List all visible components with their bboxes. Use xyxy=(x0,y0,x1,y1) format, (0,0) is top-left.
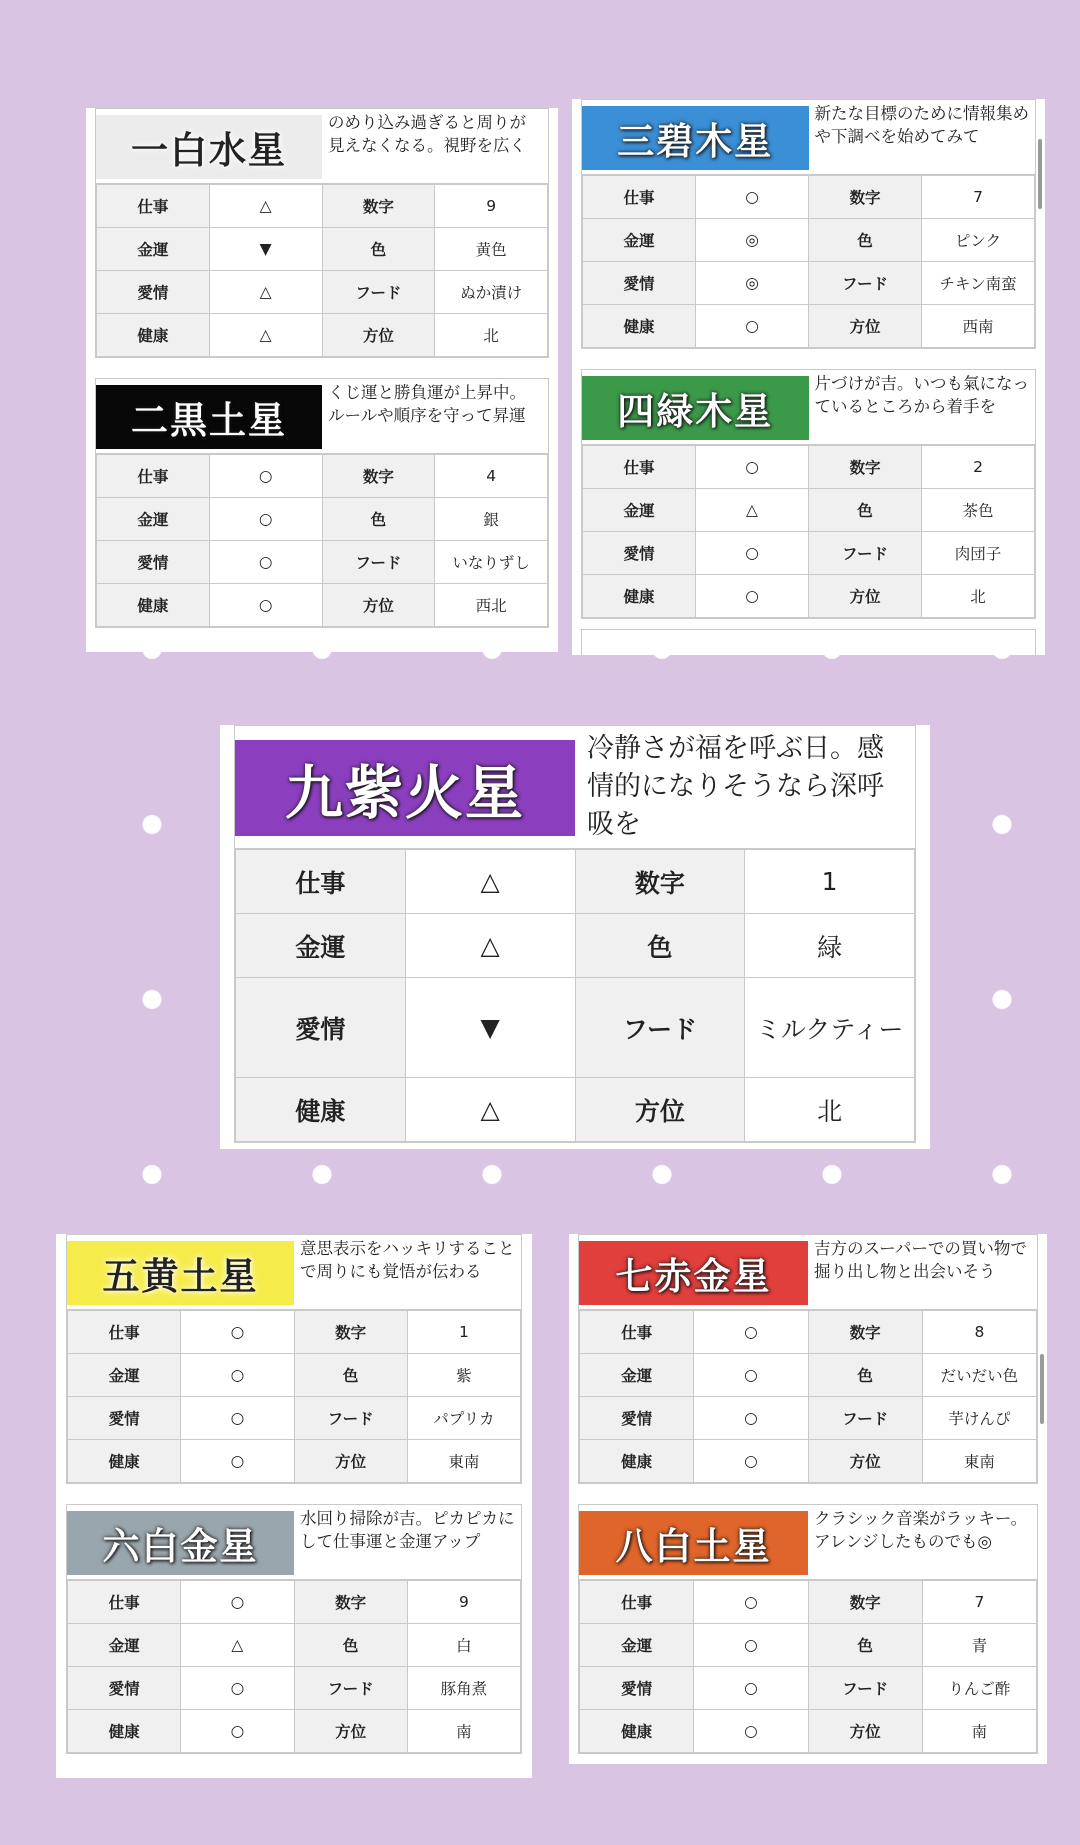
fortune-value: 西南 xyxy=(922,305,1035,348)
fortune-label: 方位 xyxy=(809,305,922,348)
fortune-label: 金運 xyxy=(236,914,406,978)
fortune-value: ○ xyxy=(694,1397,808,1440)
fortune-label: 健康 xyxy=(68,1710,181,1753)
star-description: 冷静さが福を呼ぶ日。感情的になりそうなら深呼吸を xyxy=(587,733,884,840)
fortune-label: 数字 xyxy=(322,185,435,228)
fortune-table xyxy=(235,849,915,1142)
fortune-table xyxy=(67,1310,521,1483)
fortune-value: ○ xyxy=(694,1667,808,1710)
fortune-label: 方位 xyxy=(322,314,435,357)
fortune-value: ○ xyxy=(209,584,322,627)
fortune-label: 仕事 xyxy=(68,1581,181,1624)
fortune-table xyxy=(96,454,548,627)
fortune-value: △ xyxy=(181,1624,294,1667)
fortune-value: ○ xyxy=(181,1397,294,1440)
fortune-label: 健康 xyxy=(97,314,210,357)
star-title: 九紫火星 xyxy=(235,740,575,836)
fortune-value: △ xyxy=(405,850,575,914)
fortune-label: フード xyxy=(808,1397,922,1440)
fortune-label: 数字 xyxy=(808,1581,922,1624)
fortune-value: 茶色 xyxy=(922,489,1035,532)
star-description: 片づけが吉。いつも氣になっているところから着手を xyxy=(814,374,1029,417)
fortune-label: 金運 xyxy=(68,1354,181,1397)
fortune-label: 色 xyxy=(809,219,922,262)
fortune-label: 方位 xyxy=(294,1710,407,1753)
fortune-table xyxy=(96,184,548,357)
star-1-panel xyxy=(95,108,549,358)
fortune-value: ○ xyxy=(181,1667,294,1710)
fortune-label: 愛情 xyxy=(68,1397,181,1440)
fortune-value: 北 xyxy=(435,314,548,357)
scrollbar[interactable] xyxy=(1038,139,1042,209)
fortune-label: 色 xyxy=(808,1354,922,1397)
fortune-value: △ xyxy=(696,489,809,532)
fortune-value: 青 xyxy=(922,1624,1036,1667)
star-8-panel xyxy=(578,1504,1038,1754)
fortune-table xyxy=(579,1580,1037,1753)
fortune-label: 色 xyxy=(294,1624,407,1667)
fortune-value: 東南 xyxy=(922,1440,1036,1483)
fortune-label: 金運 xyxy=(583,489,696,532)
fortune-value: りんご酢 xyxy=(922,1667,1036,1710)
fortune-label: フード xyxy=(575,978,745,1078)
card-bottom-right xyxy=(569,1234,1047,1764)
fortune-label: 健康 xyxy=(97,584,210,627)
fortune-value: ピンク xyxy=(922,219,1035,262)
fortune-label: 仕事 xyxy=(236,850,406,914)
fortune-value: 緑 xyxy=(745,914,915,978)
fortune-label: 色 xyxy=(808,1624,922,1667)
fortune-value: ○ xyxy=(696,305,809,348)
fortune-value: 8 xyxy=(922,1311,1036,1354)
fortune-value: いなりずし xyxy=(435,541,548,584)
star-5-panel xyxy=(66,1234,522,1484)
star-3-panel xyxy=(581,99,1036,349)
star-title: 八白土星 xyxy=(579,1511,808,1575)
fortune-value: ○ xyxy=(181,1354,294,1397)
fortune-value: 9 xyxy=(407,1581,520,1624)
fortune-table xyxy=(582,445,1035,618)
fortune-label: 愛情 xyxy=(580,1397,694,1440)
fortune-label: 仕事 xyxy=(580,1311,694,1354)
fortune-value: ○ xyxy=(694,1624,808,1667)
star-title: 六白金星 xyxy=(67,1511,294,1575)
fortune-label: 金運 xyxy=(580,1624,694,1667)
fortune-value: ぬか漬け xyxy=(435,271,548,314)
fortune-value: ○ xyxy=(181,1311,294,1354)
card-bottom-left xyxy=(56,1234,532,1778)
fortune-value: ○ xyxy=(696,575,809,618)
fortune-value: 7 xyxy=(922,176,1035,219)
card-top-left xyxy=(86,108,558,652)
fortune-value: 東南 xyxy=(407,1440,520,1483)
fortune-label: 仕事 xyxy=(97,185,210,228)
fortune-label: 数字 xyxy=(575,850,745,914)
fortune-value: △ xyxy=(209,314,322,357)
fortune-value: ○ xyxy=(181,1710,294,1753)
fortune-value: 銀 xyxy=(435,498,548,541)
card-top-right xyxy=(572,99,1045,655)
fortune-value: ○ xyxy=(696,532,809,575)
fortune-value: チキン南蛮 xyxy=(922,262,1035,305)
star-description: 意思表示をハッキリすることで周りにも覚悟が伝わる xyxy=(300,1239,515,1282)
fortune-label: 数字 xyxy=(322,455,435,498)
star-7-panel xyxy=(578,1234,1038,1484)
fortune-label: 色 xyxy=(322,228,435,271)
fortune-value: 西北 xyxy=(435,584,548,627)
star-description: くじ運と勝負運が上昇中。ルールや順序を守って昇運 xyxy=(328,383,526,426)
fortune-value: △ xyxy=(209,271,322,314)
fortune-value: 豚角煮 xyxy=(407,1667,520,1710)
next-panel-edge xyxy=(581,629,1036,655)
fortune-label: 健康 xyxy=(580,1440,694,1483)
fortune-label: 数字 xyxy=(809,176,922,219)
star-4-panel xyxy=(581,369,1036,619)
fortune-label: フード xyxy=(294,1397,407,1440)
fortune-label: 愛情 xyxy=(97,271,210,314)
fortune-value: ◎ xyxy=(696,262,809,305)
fortune-label: 方位 xyxy=(322,584,435,627)
fortune-label: 方位 xyxy=(809,575,922,618)
fortune-value: 7 xyxy=(922,1581,1036,1624)
fortune-label: フード xyxy=(809,532,922,575)
fortune-value: 黄色 xyxy=(435,228,548,271)
fortune-value: 北 xyxy=(922,575,1035,618)
fortune-label: 仕事 xyxy=(583,446,696,489)
fortune-value: 1 xyxy=(407,1311,520,1354)
fortune-value: △ xyxy=(209,185,322,228)
fortune-value: ミルクティー xyxy=(745,978,915,1078)
fortune-value: ▼ xyxy=(405,978,575,1078)
fortune-value: ○ xyxy=(209,541,322,584)
fortune-value: ▼ xyxy=(209,228,322,271)
star-title: 二黒土星 xyxy=(96,385,322,449)
card-center xyxy=(220,725,930,1149)
fortune-value: 1 xyxy=(745,850,915,914)
fortune-label: フード xyxy=(809,262,922,305)
fortune-value: ○ xyxy=(209,498,322,541)
fortune-value: ◎ xyxy=(696,219,809,262)
star-title: 四緑木星 xyxy=(582,376,809,440)
star-title: 三碧木星 xyxy=(582,106,809,170)
fortune-value: 4 xyxy=(435,455,548,498)
fortune-label: 金運 xyxy=(580,1354,694,1397)
fortune-label: 数字 xyxy=(808,1311,922,1354)
fortune-label: フード xyxy=(808,1667,922,1710)
fortune-value: ○ xyxy=(181,1440,294,1483)
fortune-label: 愛情 xyxy=(68,1667,181,1710)
fortune-label: 色 xyxy=(322,498,435,541)
fortune-value: ○ xyxy=(694,1311,808,1354)
star-description: のめり込み過ぎると周りが見えなくなる。視野を広く xyxy=(328,113,526,156)
fortune-label: 金運 xyxy=(97,498,210,541)
fortune-label: 色 xyxy=(809,489,922,532)
fortune-label: 仕事 xyxy=(580,1581,694,1624)
fortune-value: ○ xyxy=(694,1440,808,1483)
fortune-label: 方位 xyxy=(808,1710,922,1753)
fortune-label: 健康 xyxy=(68,1440,181,1483)
fortune-label: 金運 xyxy=(583,219,696,262)
fortune-label: 愛情 xyxy=(97,541,210,584)
fortune-label: 愛情 xyxy=(583,532,696,575)
star-description: クラシック音楽がラッキー。アレンジしたものでも◎ xyxy=(814,1509,1028,1552)
fortune-label: フード xyxy=(322,271,435,314)
fortune-label: 数字 xyxy=(294,1581,407,1624)
star-title: 五黄土星 xyxy=(67,1241,294,1305)
fortune-label: フード xyxy=(294,1667,407,1710)
fortune-label: 金運 xyxy=(97,228,210,271)
fortune-value: ○ xyxy=(694,1354,808,1397)
fortune-label: 健康 xyxy=(580,1710,694,1753)
fortune-value: 南 xyxy=(407,1710,520,1753)
fortune-value: だいだい色 xyxy=(922,1354,1036,1397)
fortune-label: 仕事 xyxy=(97,455,210,498)
fortune-value: 肉団子 xyxy=(922,532,1035,575)
fortune-label: 愛情 xyxy=(236,978,406,1078)
fortune-table xyxy=(579,1310,1037,1483)
fortune-value: 2 xyxy=(922,446,1035,489)
star-2-panel xyxy=(95,378,549,628)
fortune-label: 色 xyxy=(575,914,745,978)
fortune-label: 健康 xyxy=(583,575,696,618)
fortune-value: ○ xyxy=(694,1710,808,1753)
fortune-value: ○ xyxy=(696,176,809,219)
fortune-value: 北 xyxy=(745,1078,915,1142)
fortune-value: 白 xyxy=(407,1624,520,1667)
star-9-panel xyxy=(234,725,916,1143)
fortune-label: 健康 xyxy=(236,1078,406,1142)
star-title: 七赤金星 xyxy=(579,1241,808,1305)
fortune-label: 仕事 xyxy=(68,1311,181,1354)
star-6-panel xyxy=(66,1504,522,1754)
fortune-label: 方位 xyxy=(808,1440,922,1483)
fortune-label: 数字 xyxy=(294,1311,407,1354)
fortune-label: 愛情 xyxy=(583,262,696,305)
fortune-label: 金運 xyxy=(68,1624,181,1667)
star-description: 吉方のスーパーでの買い物で掘り出し物と出会いそう xyxy=(814,1239,1027,1282)
fortune-value: 南 xyxy=(922,1710,1036,1753)
fortune-value: ○ xyxy=(181,1581,294,1624)
star-description: 水回り掃除が吉。ピカピカにして仕事運と金運アップ xyxy=(300,1509,515,1552)
fortune-label: 方位 xyxy=(575,1078,745,1142)
star-title: 一白水星 xyxy=(96,115,322,179)
fortune-table xyxy=(67,1580,521,1753)
fortune-value: △ xyxy=(405,914,575,978)
fortune-value: 9 xyxy=(435,185,548,228)
fortune-label: 方位 xyxy=(294,1440,407,1483)
fortune-label: フード xyxy=(322,541,435,584)
fortune-value: 芋けんぴ xyxy=(922,1397,1036,1440)
fortune-label: 仕事 xyxy=(583,176,696,219)
fortune-label: 愛情 xyxy=(580,1667,694,1710)
fortune-value: パプリカ xyxy=(407,1397,520,1440)
fortune-table xyxy=(582,175,1035,348)
fortune-label: 健康 xyxy=(583,305,696,348)
fortune-value: △ xyxy=(405,1078,575,1142)
fortune-label: 数字 xyxy=(809,446,922,489)
fortune-value: ○ xyxy=(694,1581,808,1624)
fortune-label: 色 xyxy=(294,1354,407,1397)
star-description: 新たな目標のために情報集めや下調べを始めてみて xyxy=(814,104,1029,147)
fortune-value: ○ xyxy=(696,446,809,489)
fortune-value: 紫 xyxy=(407,1354,520,1397)
fortune-value: ○ xyxy=(209,455,322,498)
scrollbar[interactable] xyxy=(1040,1354,1044,1424)
